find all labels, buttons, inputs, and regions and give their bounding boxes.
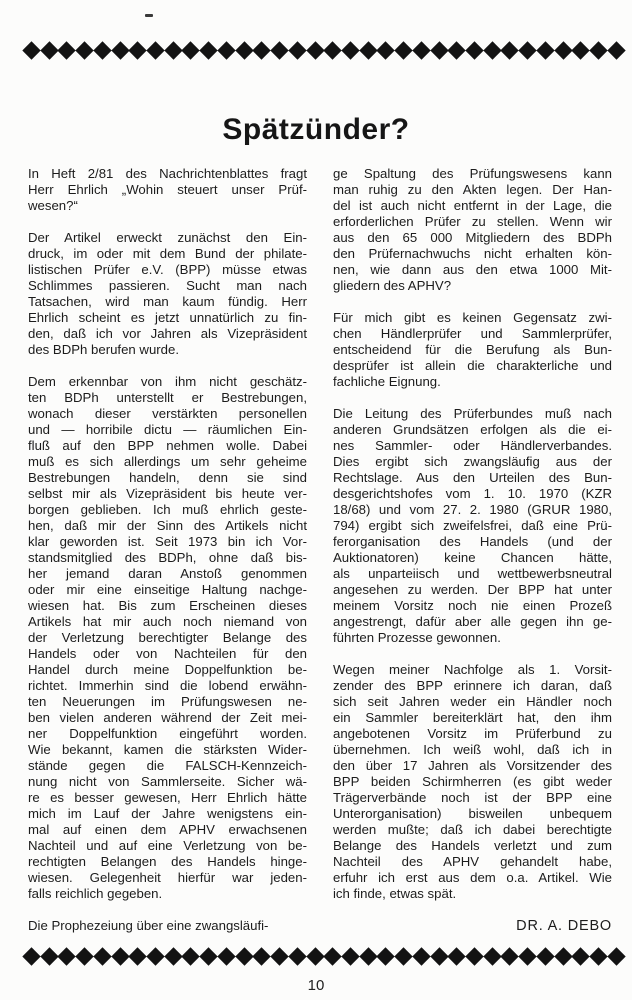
paragraph bbox=[28, 166, 307, 214]
diamond-icon bbox=[217, 41, 235, 59]
diamond-icon bbox=[465, 41, 483, 59]
diamond-icon bbox=[394, 41, 412, 59]
text-line: Die Prophezeiung über eine zwangsläufi- bbox=[28, 918, 269, 933]
diamond-icon bbox=[359, 947, 377, 965]
text-line: druck, im oder mit dem Bund der philate- bbox=[28, 246, 307, 261]
author-signature: DR. A. DEBO bbox=[516, 918, 612, 934]
diamond-icon bbox=[324, 947, 342, 965]
diamond-icon bbox=[430, 41, 448, 59]
text-line: Handels oder von Nachteilen für den bbox=[28, 646, 307, 661]
text-line: hen, daß mir der Sinn des Artikels nicht bbox=[28, 518, 307, 533]
diamond-icon bbox=[554, 947, 572, 965]
diamond-icon bbox=[572, 41, 590, 59]
diamond-icon bbox=[377, 947, 395, 965]
text-line: In Heft 2/81 des Nachrichtenblattes fragt bbox=[28, 166, 307, 181]
text-line: ben vielen anderen während der Zeit mei- bbox=[28, 710, 307, 725]
diamond-icon bbox=[22, 947, 40, 965]
diamond-icon bbox=[182, 947, 200, 965]
diamond-icon bbox=[306, 947, 324, 965]
diamond-icon bbox=[341, 947, 359, 965]
diamond-icon bbox=[412, 41, 430, 59]
text-line: wiesen. Gelegenheit hierfür war jeden- bbox=[28, 870, 307, 885]
diamond-icon bbox=[554, 41, 572, 59]
diamond-icon bbox=[412, 947, 430, 965]
diamond-icon bbox=[607, 947, 625, 965]
text-line: Ehrlich scheint es jetzt unnatürlich zu fin- bbox=[28, 310, 307, 325]
text-line: ich finde, etwas spät. bbox=[333, 886, 457, 901]
text-line: man ruhig zu den Akten legen. Der Han- bbox=[333, 182, 612, 197]
diamond-icon bbox=[518, 947, 536, 965]
diamond-icon bbox=[430, 947, 448, 965]
diamond-icon bbox=[182, 41, 200, 59]
text-line: des BDPh berufen wurde. bbox=[28, 342, 180, 357]
diamond-icon bbox=[253, 41, 271, 59]
text-line: angesehen zu werden. Der BPP hat unter bbox=[333, 582, 612, 597]
text-line: 794) ergibt sich zweifelsfrei, daß eine Prü- bbox=[333, 518, 612, 533]
paragraph bbox=[28, 374, 307, 902]
text-line: Der Artikel erweckt zunächst den Ein- bbox=[28, 230, 307, 245]
scan-artifact-dash bbox=[145, 14, 153, 17]
diamond-icon bbox=[75, 947, 93, 965]
text-line: Die Leitung des Prüferbundes muß nach bbox=[333, 406, 612, 421]
diamond-icon bbox=[146, 41, 164, 59]
diamond-icon bbox=[235, 41, 253, 59]
diamond-icon bbox=[324, 41, 342, 59]
text-line: Wie bekannt, kamen die stärksten Wider- bbox=[28, 742, 307, 757]
diamond-icon bbox=[111, 947, 129, 965]
diamond-icon bbox=[164, 41, 182, 59]
diamond-icon bbox=[40, 41, 58, 59]
text-line: Dies ergibt sich zwangsläufig aus der bbox=[333, 454, 612, 469]
text-line: rechtigten Belangen des Handels hinge- bbox=[28, 854, 307, 869]
diamond-icon bbox=[270, 947, 288, 965]
text-line: mich im Lauf der Jahre wenigstens ein- bbox=[28, 806, 307, 821]
text-line: stände gegen die FALSCH-Kennzeich- bbox=[28, 758, 307, 773]
text-line: ten BDPh unterstellt er Bestrebungen, bbox=[28, 390, 307, 405]
text-line: ten Neuerungen im Prüfungswesen ne- bbox=[28, 694, 307, 709]
text-line: entscheidend für die Berufung als Bun- bbox=[333, 342, 612, 357]
left-column bbox=[28, 166, 307, 934]
diamond-icon bbox=[253, 947, 271, 965]
diamond-icon bbox=[572, 947, 590, 965]
diamond-icon bbox=[199, 41, 217, 59]
paragraph bbox=[333, 310, 612, 390]
article-body bbox=[28, 166, 612, 934]
text-line: ge Spaltung des Prüfungswesens kann bbox=[333, 166, 612, 181]
paragraph bbox=[333, 662, 612, 902]
text-line: aus den 65 000 Mitgliedern des BDPh bbox=[333, 230, 612, 245]
text-line: erfuhr ich erst aus dem o.a. Artikel. Wie bbox=[333, 870, 612, 885]
text-line: richtet. Immerhin sind die lobend erwähn- bbox=[28, 678, 307, 693]
diamond-icon bbox=[288, 41, 306, 59]
diamond-icon bbox=[40, 947, 58, 965]
diamond-icon bbox=[199, 947, 217, 965]
diamond-icon bbox=[288, 947, 306, 965]
text-line: Trägerverbände noch ist der BPP eine bbox=[333, 790, 612, 805]
diamond-icon bbox=[341, 41, 359, 59]
paragraph bbox=[333, 406, 612, 646]
diamond-icon bbox=[306, 41, 324, 59]
diamond-icon bbox=[129, 41, 147, 59]
text-line: selbst mir als Vizepräsident bis heute ver- bbox=[28, 486, 307, 501]
text-line: der Verletzung berechtigter Belange des bbox=[28, 630, 307, 645]
diamond-icon bbox=[589, 41, 607, 59]
text-line: gliedern des APHV? bbox=[333, 278, 452, 293]
text-line: zender des BPP erinnere ich daran, daß bbox=[333, 678, 612, 693]
text-line: nung nicht von Sammlerseite. Sicher wä- bbox=[28, 774, 307, 789]
text-line: nes Sammler- oder Händlerverbandes. bbox=[333, 438, 612, 453]
text-line: chen Händlerprüfer und Sammlerprüfer, bbox=[333, 326, 612, 341]
text-line: listischen Prüfer e.V. (BPP) müsse etwas bbox=[28, 262, 307, 277]
diamond-icon bbox=[483, 947, 501, 965]
article-title: Spätzünder? bbox=[222, 113, 410, 147]
text-line: falls reichlich gegeben. bbox=[28, 886, 163, 901]
text-line: Bestrebungen handeln, denn sie sind bbox=[28, 470, 307, 485]
text-line: Herr Ehrlich „Wohin steuert unser Prüf- bbox=[28, 182, 307, 197]
diamond-icon bbox=[359, 41, 377, 59]
text-line: anderen Grundsätzen erfolgen als die ei- bbox=[333, 422, 612, 437]
diamond-icon bbox=[58, 947, 76, 965]
text-line: mal auf einen dem APHV erwachsenen bbox=[28, 822, 307, 837]
text-line: nen, wie dann aus den etwa 1000 Mit- bbox=[333, 262, 612, 277]
text-line: fachliche Eignung. bbox=[333, 374, 441, 389]
text-line: desprüfer ist allein die charakterliche und bbox=[333, 358, 612, 373]
diamond-icon bbox=[235, 947, 253, 965]
text-line: Unterorganisation) bisweilen unbequem bbox=[333, 806, 612, 821]
text-line: Wegen meiner Nachfolge als 1. Vorsit- bbox=[333, 662, 612, 677]
diamond-icon bbox=[146, 947, 164, 965]
text-line: Nachteil des APHV gehandelt habe, bbox=[333, 854, 612, 869]
diamond-icon bbox=[22, 41, 40, 59]
diamond-icon bbox=[501, 947, 519, 965]
text-line: sich seit Jahren weder ein Händler noch bbox=[333, 694, 612, 709]
diamond-icon bbox=[217, 947, 235, 965]
diamond-icon bbox=[164, 947, 182, 965]
diamond-icon bbox=[129, 947, 147, 965]
text-line: wesen?“ bbox=[28, 198, 78, 213]
text-line: und — horribile dictu — räumlichen Ein- bbox=[28, 422, 307, 437]
diamond-icon bbox=[377, 41, 395, 59]
top-diamond-border bbox=[25, 40, 623, 60]
right-column bbox=[333, 166, 612, 934]
text-line: BPP beiden Schirmherren (es gibt weder bbox=[333, 774, 612, 789]
text-line: 18/68) und vom 27. 2. 1980 (GRUR 1980, bbox=[333, 502, 612, 517]
diamond-icon bbox=[75, 41, 93, 59]
paragraph bbox=[333, 166, 612, 294]
text-line: wonach dieser verstärkten personellen bbox=[28, 406, 307, 421]
diamond-icon bbox=[536, 947, 554, 965]
text-line: führten Prozesse gewonnen. bbox=[333, 630, 501, 645]
diamond-icon bbox=[501, 41, 519, 59]
text-line: desgerichtshofes vom 1. 10. 1970 (KZR bbox=[333, 486, 612, 501]
diamond-icon bbox=[448, 41, 466, 59]
diamond-icon bbox=[465, 947, 483, 965]
diamond-icon bbox=[111, 41, 129, 59]
text-line: erforderlichen Prüfer zu stellen. Wenn wir bbox=[333, 214, 612, 229]
text-line: fluß auf den BPP nehmen wolle. Dabei bbox=[28, 438, 307, 453]
text-line: del ist auch nicht entfernt in der Lage, die bbox=[333, 198, 612, 213]
text-line: meinem Vorsitz noch nie einen Prozeß bbox=[333, 598, 612, 613]
text-line: Handel durch meine Doppelfunktion be- bbox=[28, 662, 307, 677]
text-line: Rechtslage. Aus den Urteilen des Bun- bbox=[333, 470, 612, 485]
page-number: 10 bbox=[307, 977, 325, 994]
diamond-icon bbox=[394, 947, 412, 965]
text-line: Nachteil und auf eine Verletzung von be- bbox=[28, 838, 307, 853]
diamond-icon bbox=[58, 41, 76, 59]
text-line: übernehmen. Ich weiß wohl, daß ich in bbox=[333, 742, 612, 757]
text-line: angebotenen Vorsitz im Prüferbund zu bbox=[333, 726, 612, 741]
diamond-icon bbox=[270, 41, 288, 59]
diamond-icon bbox=[536, 41, 554, 59]
diamond-icon bbox=[518, 41, 536, 59]
text-line: her jemand daran Anstoß genommen bbox=[28, 566, 307, 581]
diamond-icon bbox=[589, 947, 607, 965]
text-line: wiesen hat. Bis zum Erscheinen dieses bbox=[28, 598, 307, 613]
text-line: Tatsachen, wird man kaum fündig. Herr bbox=[28, 294, 307, 309]
paragraph bbox=[28, 918, 307, 934]
text-line: Artikels hat mir auch noch niemand von bbox=[28, 614, 307, 629]
diamond-icon bbox=[448, 947, 466, 965]
text-line: Dem erkennbar von ihm nicht geschätz- bbox=[28, 374, 307, 389]
text-line: den über 17 Jahren als Vorsitzender des bbox=[333, 758, 612, 773]
bottom-diamond-border bbox=[25, 946, 623, 966]
text-line: ein Sammler bereiterklärt hat, den ihm bbox=[333, 710, 612, 725]
text-line: werden mußte; daß ich dabei berechtigte bbox=[333, 822, 612, 837]
text-line: Belange des Handels verletzt und zum bbox=[333, 838, 612, 853]
diamond-icon bbox=[93, 41, 111, 59]
text-line: als unparteiisch und wettbewerbsneutral bbox=[333, 566, 612, 581]
text-line: oder mir eine einseitige Haltung nachge- bbox=[28, 582, 307, 597]
text-line: re es besser gewesen, Herr Ehrlich hätte bbox=[28, 790, 307, 805]
text-line: muß es sich allerdings um sehr geheime bbox=[28, 454, 307, 469]
paragraph bbox=[28, 230, 307, 358]
text-line: borgen geblieben. Ich muß ehrlich geste- bbox=[28, 502, 307, 517]
text-line: klar geworden ist. Seit 1973 bin ich Vor- bbox=[28, 534, 307, 549]
diamond-icon bbox=[93, 947, 111, 965]
text-line: standsmitglied des BDPh, ohne daß bis- bbox=[28, 550, 307, 565]
text-line: Für mich gibt es keinen Gegensatz zwi- bbox=[333, 310, 612, 325]
text-line: angestrengt, dafür aber alle gegen ihn ge- bbox=[333, 614, 612, 629]
text-line: den Prüfernachwuchs nicht erhalten kön- bbox=[333, 246, 612, 261]
text-line: Auktionatoren) keine Chancen hätte, bbox=[333, 550, 612, 565]
text-line: ner Doppelfunktion eingeführt worden. bbox=[28, 726, 307, 741]
text-line: den, daß ich vor Jahren als Vizepräsident bbox=[28, 326, 307, 341]
text-line: Schlimmes passieren. Sucht man nach bbox=[28, 278, 307, 293]
diamond-icon bbox=[483, 41, 501, 59]
diamond-icon bbox=[607, 41, 625, 59]
text-line: ferorganisation des Handels (und der bbox=[333, 534, 612, 549]
